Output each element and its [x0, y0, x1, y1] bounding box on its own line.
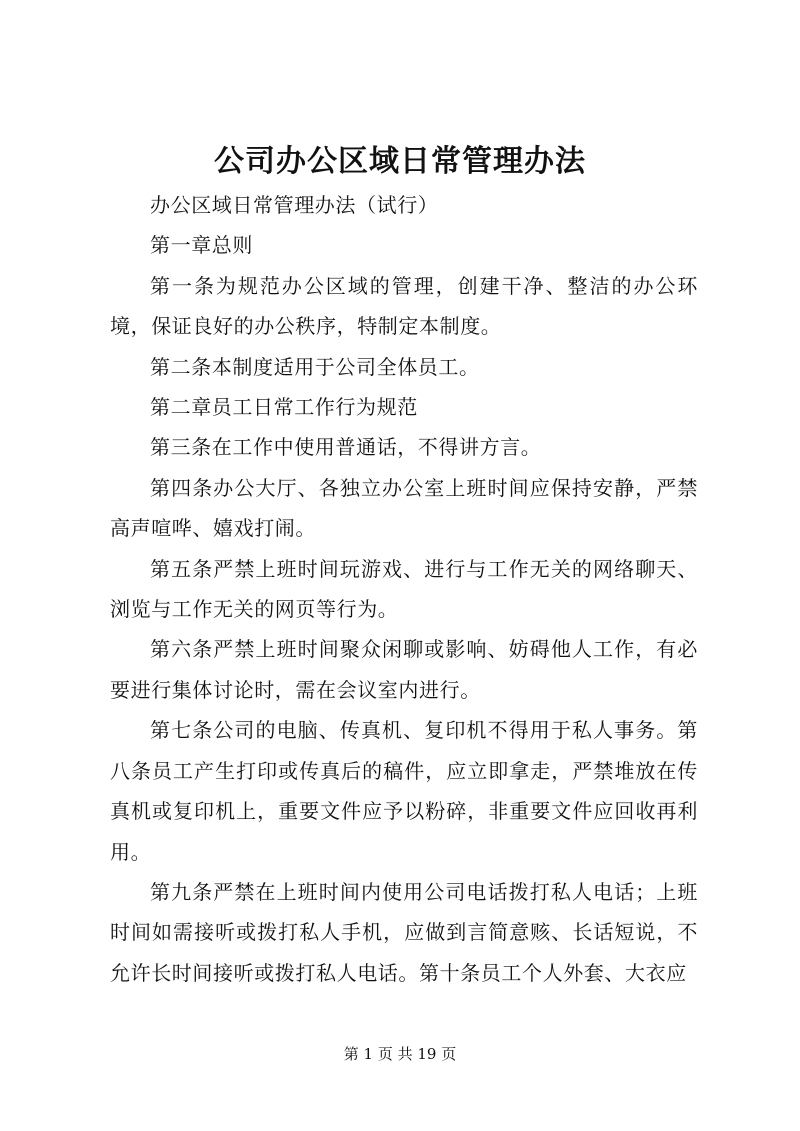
- paragraph-chapter-2-heading: 第二章员工日常工作行为规范: [150, 395, 418, 420]
- paragraph-subtitle: 办公区域日常管理办法（试行）: [150, 193, 439, 217]
- document-body: [110, 185, 698, 993]
- paragraph-article-2: 第二条本制度适用于公司全体员工。: [150, 354, 480, 379]
- paragraph-chapter-1-heading: 第一章总则: [150, 233, 253, 258]
- page-number-footer: 第 1 页 共 19 页: [343, 1045, 457, 1063]
- paragraph-article-4: 第四条办公大厅、各独立办公室上班时间应保持安静，严禁高声喧哗、嬉戏打闹。: [110, 475, 698, 541]
- paragraph-article-9-10: 第九条严禁在上班时间内使用公司电话拨打私人电话；上班时间如需接听或拨打私人手机，应做到言简意赅、长话短说，不允许长时间接听或拨打私人电话。第十条员工个人外套、大衣应: [110, 879, 698, 985]
- document-title: 公司办公区域日常管理办法: [214, 144, 586, 179]
- paragraph-article-3: 第三条在工作中使用普通话，不得讲方言。: [150, 435, 542, 460]
- paragraph-article-1: 第一条为规范办公区域的管理，创建干净、整洁的办公环境，保证良好的办公秩序，特制定本制度。: [110, 273, 698, 339]
- paragraph-article-6: 第六条严禁上班时间聚众闲聊或影响、妨碍他人工作，有必要进行集体讨论时，需在会议室内进行。: [110, 637, 698, 702]
- paragraph-article-5: 第五条严禁上班时间玩游戏、进行与工作无关的网络聊天、浏览与工作无关的网页等行为。: [110, 556, 698, 622]
- paragraph-article-7-8: 第七条公司的电脑、传真机、复印机不得用于私人事务。第八条员工产生打印或传真后的稿件，应立即拿走，严禁堆放在传真机或复印机上，重要文件应予以粉碎，非重要文件应回收再利用。: [110, 718, 698, 864]
